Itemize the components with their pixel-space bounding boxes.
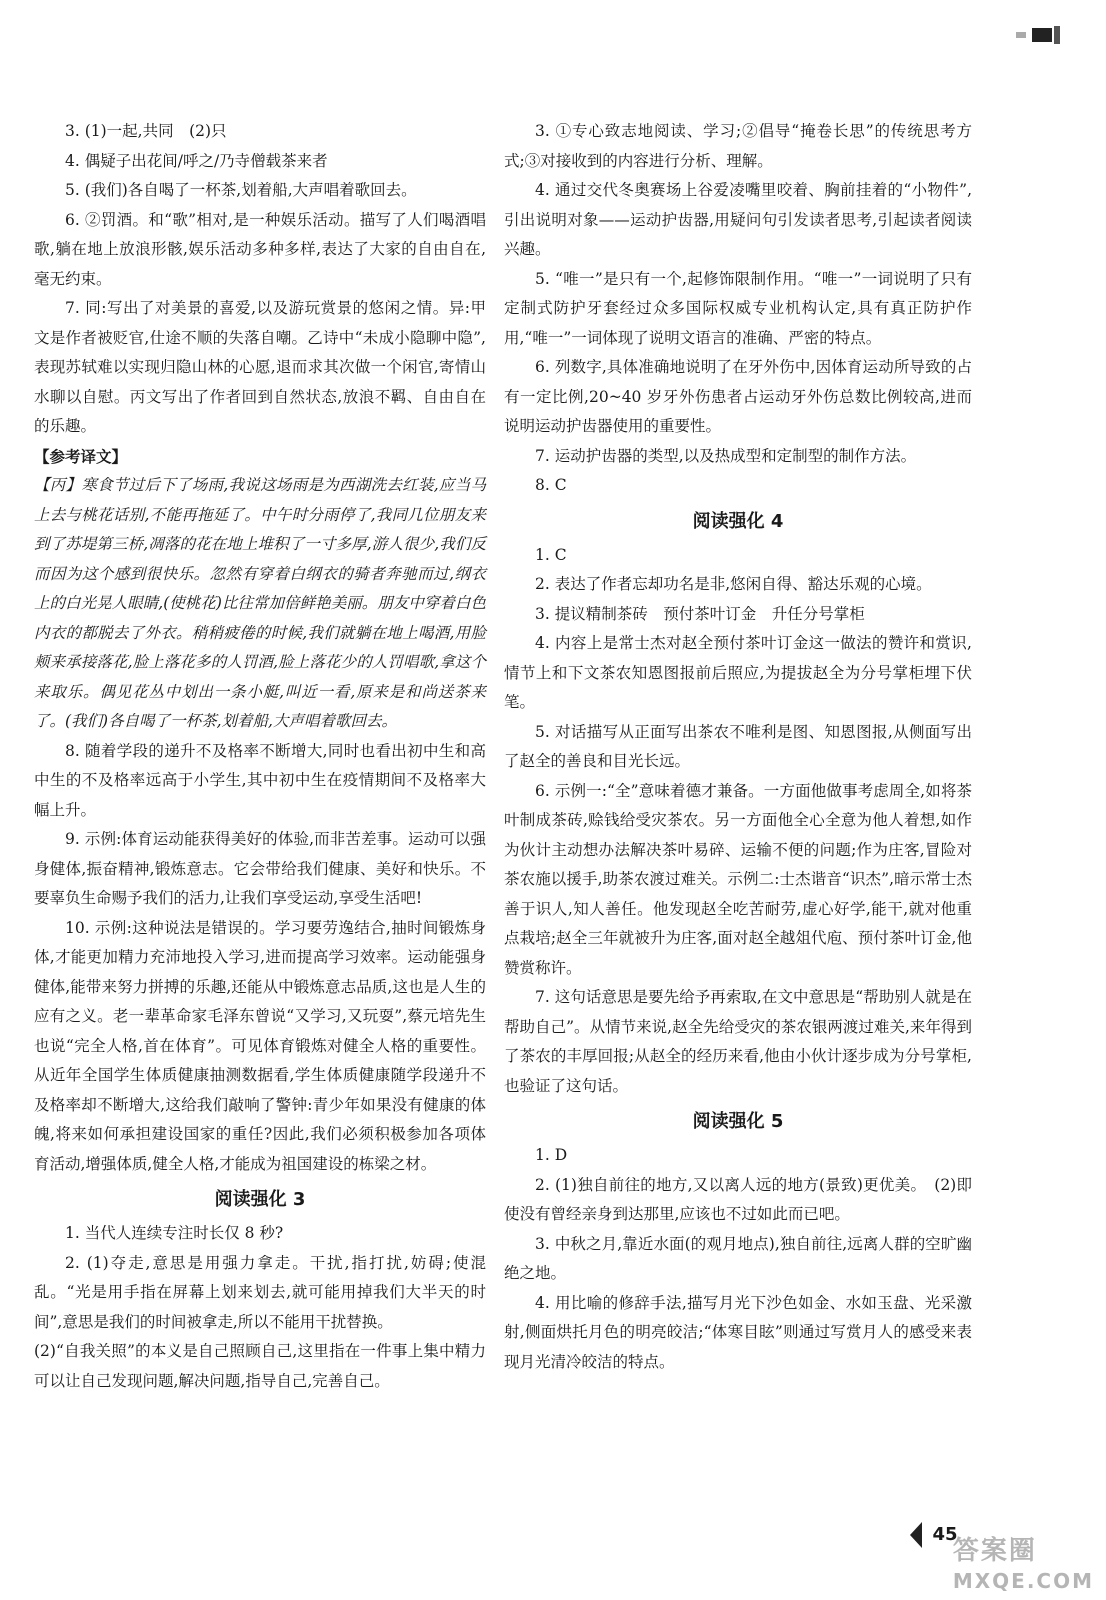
answer-item: 7. 同:写出了对美景的喜爱,以及游玩赏景的悠闲之情。异:甲文是作者被贬官,仕途不顺的失落自嘲。乙诗中“未成小隐聊中隐”,表现苏轼难以实现归隐山林的心愿,退而求其次做一个闲官,寄情山水聊以自慰。丙文写出了作者回到自然状态,放浪不羁、自由自在的乐趣。	[34, 299, 486, 435]
answer-item: 4. 内容上是常士杰对赵全预付茶叶订金这一做法的赞许和赏识,情节上和下文茶农知恩图报前后照应,为提拔赵全为分号掌柜埋下伏笔。	[504, 634, 972, 711]
answer-item: 6. 示例一:“全”意味着德才兼备。一方面他做事考虑周全,如将茶叶制成茶砖,赊钱给受灾茶农。另一方面他全心全意为他人着想,如作为伙计主动想办法解决茶叶易碎、运输不便的问题;作为庄客,冒险对茶农施以援手,助茶农渡过难关。示例二:士杰谐音“识杰”,暗示常士杰善于识人,知人善任。他发现赵全吃苦耐劳,虚心好学,能干,就对他重点栽培;赵全三年就被升为庄客,面对赵全越俎代庖、预付茶叶订金,他赞赏称许。	[504, 781, 972, 977]
answer-item: 5. (我们)各自喝了一杯茶,划着船,大声唱着歌回去。	[65, 181, 417, 199]
answer-item: 4. 用比喻的修辞手法,描写月光下沙色如金、水如玉盘、光采激射,侧面烘托月色的明亮皎洁;“体寒目眩”则通过写赏月人的感受来表现月光清冷皎洁的特点。	[504, 1293, 972, 1371]
answer-item: 10. 示例:这种说法是错误的。学习要劳逸结合,抽时间锻炼身体,才能更加精力充沛地投入学习,进而提高学习效率。运动能强身健体,能带来努力拼搏的乐趣,还能从中锻炼意志品质,这也是人生的应有之义。老一辈革命家毛泽东曾说“又学习,又玩耍”,蔡元培先生也说“完全人格,首在体育”。可见体育锻炼对健全人格的重要性。从近年全国学生体质健康抽测数据看,学生体质健康随学段递升不及格率却不断增大,这给我们敲响了警钟:青少年如果没有健康的体魄,将来如何承担建设国家的重任?因此,我们必须积极参加各项体育活动,增强体质,健全人格,才能成为祖国建设的栋梁之材。	[34, 918, 486, 1173]
section-heading: 阅读强化 4	[692, 510, 784, 532]
section-heading: 阅读强化 3	[214, 1189, 306, 1210]
answer-item: 3. ①专心致志地阅读、学习;②倡导“掩卷长思”的传统思考方式;③对接收到的内容进行分析、理解。	[504, 122, 972, 170]
answer-item: 2. (1)夺走,意思是用强力拿走。干扰,指打扰,妨碍;使混乱。“光是用手指在屏幕上划来划去,就可能用掉我们大半天的时间”,意思是我们的时间被拿走,所以不能用干扰替换。	[34, 1253, 486, 1331]
section-heading: 阅读强化 5	[692, 1111, 784, 1132]
answer-item: 1. 当代人连续专注时长仅 8 秒?	[65, 1224, 284, 1242]
right-column	[504, 117, 972, 1377]
answer-item: 7. 运动护齿器的类型,以及热成型和定制型的制作方法。	[535, 446, 917, 465]
answer-item: 3. 中秋之月,靠近水面(的观月地点),独自前往,远离人群的空旷幽绝之地。	[504, 1234, 972, 1282]
answer-item: 3. (1)一起,共同 (2)只	[65, 122, 227, 140]
answer-item: 6. ②罚酒。和“歌”相对,是一种娱乐活动。描写了人们喝酒唱歌,躺在地上放浪形骸,娱乐活动多种多样,表达了大家的自由自在,毫无约束。	[34, 210, 486, 288]
answer-item: 1. D	[535, 1146, 568, 1164]
reference-translation-label: 【参考译文】	[34, 446, 128, 466]
answer-item: 9. 示例:体育运动能获得美好的体验,而非苦差事。运动可以强身健体,振奋精神,锻炼意志。它会带给我们健康、美好和快乐。不要辜负生命赐予我们的活力,让我们享受运动,享受生活吧!	[34, 830, 486, 907]
answer-item: 1. C	[535, 545, 567, 564]
reference-translation-text: 【丙】寒食节过后下了场雨,我说这场雨是为西湖洗去红装,应当马上去与桃花话别,不能再拖延了。中午时分雨停了,我同几位朋友来到了苏堤第三桥,凋落的花在地上堆积了一寸多厚,游人很少,我们反而因为这个感到很快乐。忽然有穿着白纲衣的骑者奔驰而过,纲衣上的白光晃人眼睛,(使桃花)比往常加倍鲜艳美丽。朋友中穿着白色内衣的都脱去了外衣。稍稍疲倦的时候,我们就躺在地上喝酒,用脸颊来承接落花,脸上落花多的人罚酒,脸上落花少的人罚唱歌,拿这个来取乐。偶见花丛中划出一条小艇,叫近一看,原来是和尚送茶来了。(我们)各自喝了一杯茶,划着船,大声唱着歌回去。	[34, 476, 486, 730]
page-number: 45	[920, 1520, 970, 1550]
answer-item: 4. 通过交代冬奥赛场上谷爱凌嘴里咬着、胸前挂着的“小物件”,引出说明对象——运动护齿器,用疑问句引发读者思考,引起读者阅读兴趣。	[504, 181, 972, 258]
answer-item: 8. 随着学段的递升不及格率不断增大,同时也看出初中生和高中生的不及格率远高于小学生,其中初中生在疫情期间不及格率大幅上升。	[34, 741, 486, 819]
watermark-line1: 答案圈	[952, 1536, 1037, 1566]
left-column	[34, 117, 486, 1396]
answer-item: 5. 对话描写从正面写出茶农不唯利是图、知恩图报,从侧面写出了赵全的善良和目光长远。	[504, 722, 972, 770]
answer-item: 2. 表达了作者忘却功名是非,悠闲自得、豁达乐观的心境。	[535, 575, 932, 593]
answer-item: 3. 提议精制茶砖 预付茶叶订金 升任分号掌柜	[535, 604, 865, 623]
watermark-logo	[953, 1537, 1094, 1596]
answer-item: 2. (1)独自前往的地方,又以离人远的地方(景致)更优美。 (2)即使没有曾经亲身到达那里,应该也不过如此而已吧。	[504, 1175, 972, 1223]
answer-item: 5. “唯一”是只有一个,起修饰限制作用。“唯一”一词说明了只有定制式防护牙套经过众多国际权威专业机构认定,具有真正防护作用,“唯一”一词体现了说明文语言的准确、严密的特点。	[504, 269, 972, 347]
answer-item: 4. 偶疑子出花间/呼之/乃寺僧载茶来者	[65, 151, 328, 170]
answer-item: (2)“自我关照”的本义是自己照顾自己,这里指在一件事上集中精力可以让自己发现问题,解决问题,指导自己,完善自己。	[34, 1342, 486, 1390]
corner-mark-icon	[1010, 20, 1070, 50]
watermark-line2: MXQE.COM	[952, 1568, 1094, 1593]
answer-item: 6. 列数字,具体准确地说明了在牙外伤中,因体育运动所导致的占有一定比例,20~40 岁牙外伤患者占运动牙外伤总数比例较高,进而说明运动护齿器使用的重要性。	[504, 358, 972, 435]
answer-item: 8. C	[535, 476, 567, 494]
answer-item: 7. 这句话意思是要先给予再索取,在文中意思是“帮助别人就是在帮助自己”。从情节来说,赵全先给受灾的茶农银两渡过难关,来年得到了茶农的丰厚回报;从赵全的经历来看,他由小伙计逐步成为分号掌柜,也验证了这句话。	[504, 988, 972, 1095]
